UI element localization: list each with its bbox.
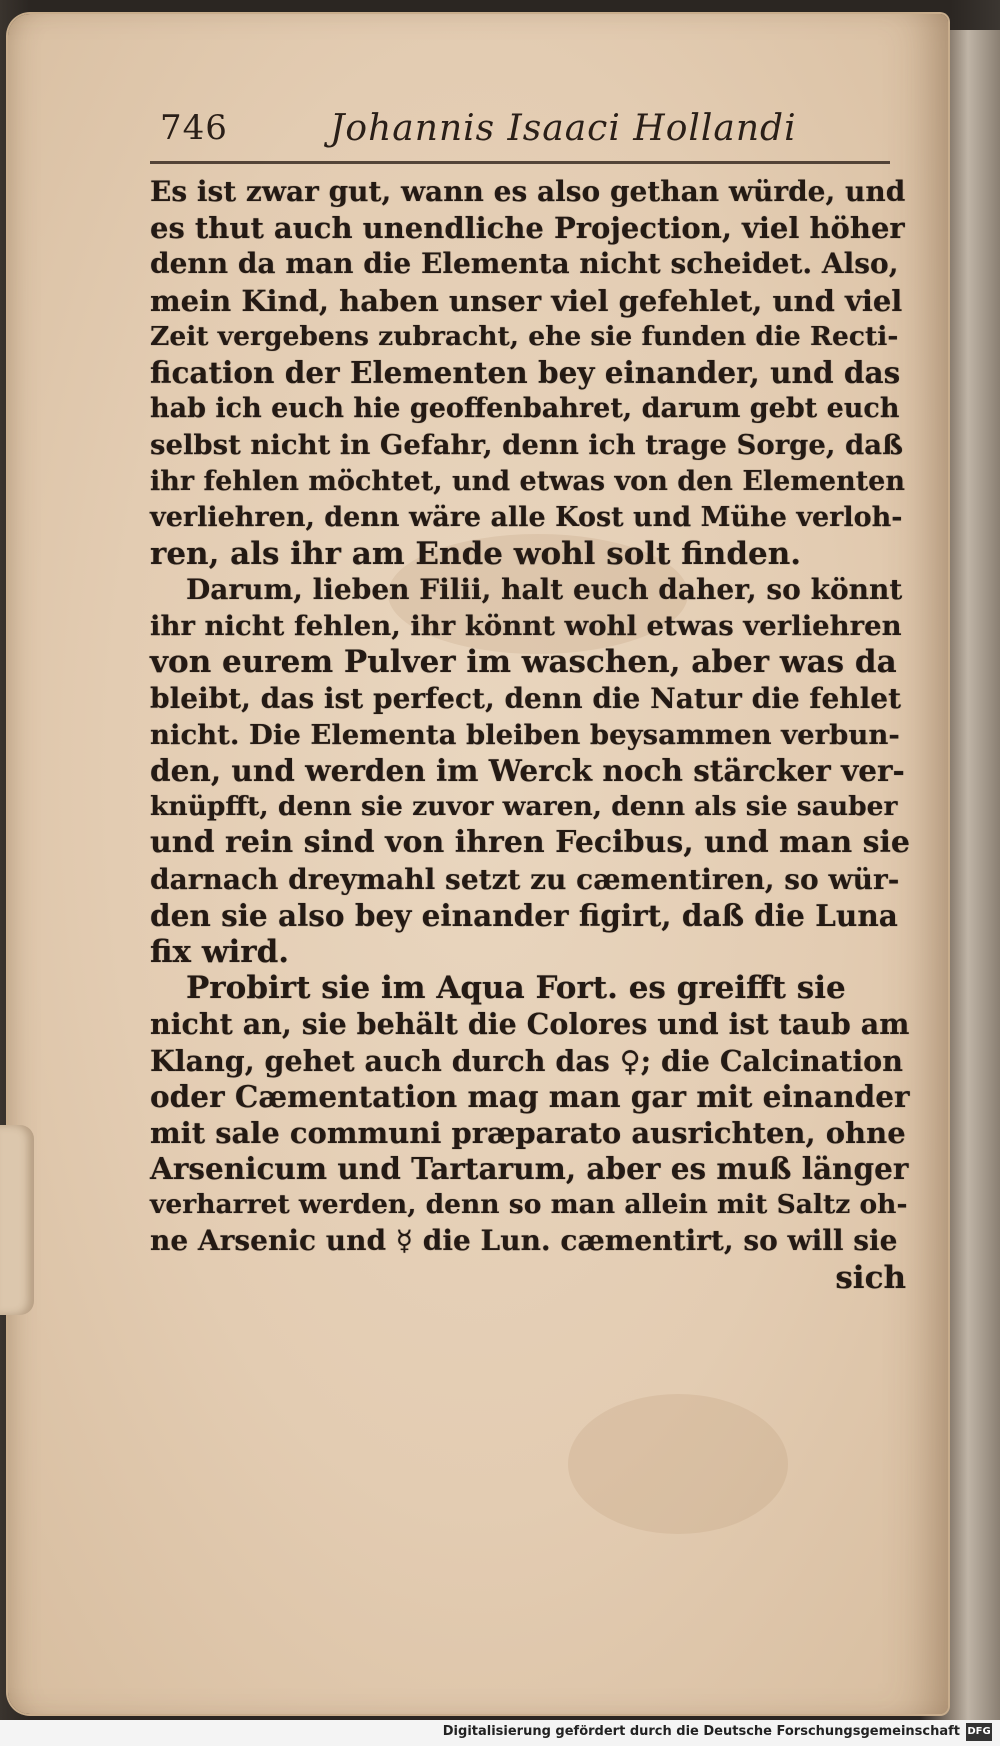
text-line: verliehren, denn wäre alle Kost und Mühe verloh- [150, 501, 903, 533]
text-line: nicht an, sie behält die Colores und ist taub am [150, 1007, 910, 1042]
paper-stain [568, 1394, 788, 1534]
text-line: mit sale communi præparato ausrichten, ohne [150, 1115, 906, 1150]
text-line: fix wird. [150, 933, 290, 970]
header-rule [150, 161, 890, 164]
text-line: ihr nicht fehlen, ihr könnt wohl etwas verliehren [150, 610, 902, 643]
text-line: hab ich euch hie geoffenbahret, darum gebt euch [150, 393, 900, 425]
text-line: nicht. Die Elementa bleiben beysammen verbun- [150, 718, 900, 751]
text-line: Darum, lieben Filii, halt euch daher, so könnt [186, 573, 903, 607]
catchword: sich [835, 1259, 906, 1296]
text-line: mein Kind, haben unser viel gefehlet, und viel [150, 283, 903, 318]
text-line: knüpfft, denn sie zuvor waren, denn als sie sauber [150, 791, 898, 823]
body-text [150, 174, 910, 1296]
text-line: Zeit vergebens zubracht, ehe sie funden die Recti- [150, 320, 899, 352]
footer-bar [0, 1720, 1000, 1746]
text-line: den sie also bey einander figirt, daß die Luna [150, 897, 898, 933]
text-line: ren, als ihr am Ende wohl solt finden. [150, 535, 802, 572]
dfg-logo: DFG [966, 1723, 992, 1741]
text-line: selbst nicht in Gefahr, denn ich trage Sorge, daß [150, 429, 904, 462]
page-number: 746 [160, 108, 228, 148]
text-line: Es ist zwar gut, wann es also gethan würde, und [150, 175, 906, 208]
text-line: den, und werden im Werck noch stärcker ver- [150, 753, 905, 788]
text-line: fication der Elementen bey einander, und das [150, 354, 901, 390]
text-line: Probirt sie im Aqua Fort. es greifft sie [186, 970, 846, 1007]
text-line: Klang, gehet auch durch das ♀; die Calcination [150, 1043, 903, 1078]
text-line: bleibt, das ist perfect, denn die Natur die fehlet [150, 681, 902, 715]
page-tab [0, 1125, 34, 1315]
text-line: ne Arsenic und ☿ die Lun. cæmentirt, so will sie [150, 1224, 898, 1258]
running-head [160, 108, 860, 158]
text-line: es thut auch unendliche Projection, viel höher [150, 211, 905, 246]
running-title: Johannis Isaaci Hollandi [330, 108, 797, 149]
funding-credit: Digitalisierung gefördert durch die Deutsche Forschungsgemeinschaft [442, 1724, 960, 1739]
text-line: denn da man die Elementa nicht scheidet. Also, [150, 247, 899, 281]
text-line: Arsenicum und Tartarum, aber es muß länger [150, 1151, 909, 1187]
text-line: von eurem Pulver im waschen, aber was da [150, 644, 897, 681]
text-line: darnach dreymahl setzt zu cæmentiren, so wür- [150, 862, 900, 896]
text-line: und rein sind von ihren Fecibus, und man sie [150, 825, 910, 861]
text-line: oder Cæmentation mag man gar mit einander [150, 1078, 910, 1114]
text-line: ihr fehlen möchtet, und etwas von den Elementen [150, 465, 905, 497]
text-line: verharret werden, denn so man allein mit Saltz oh- [150, 1189, 908, 1221]
